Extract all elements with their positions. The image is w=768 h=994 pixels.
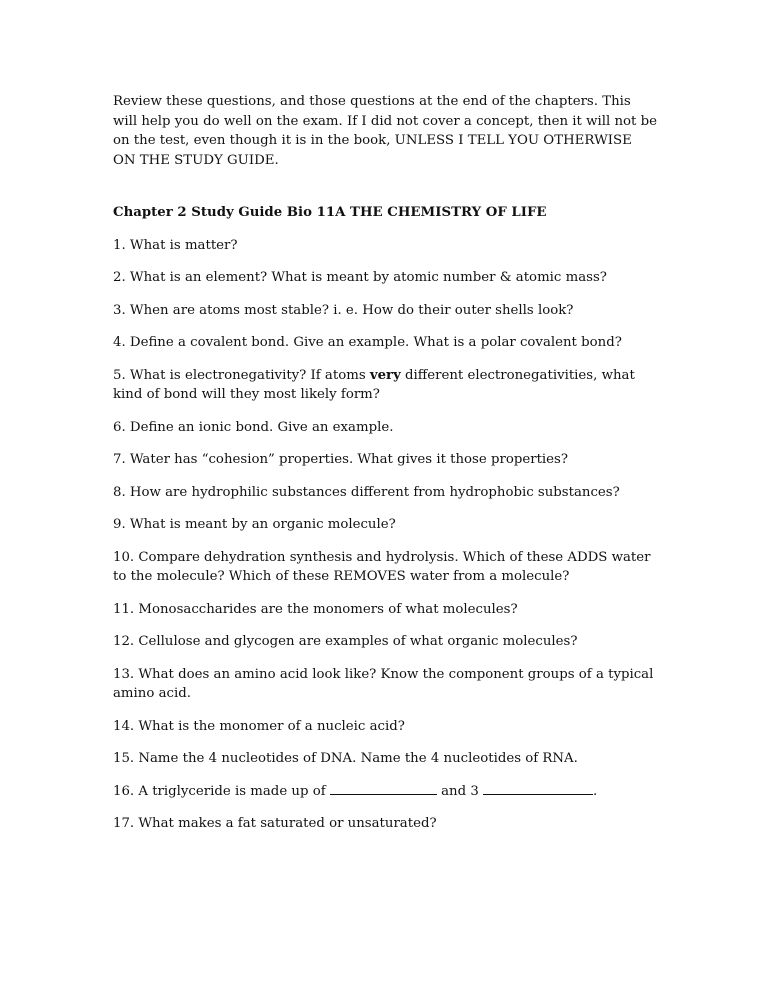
question-11: 11. Monosaccharides are the monomers of what molecules? — [113, 601, 518, 617]
study-guide-page — [113, 92, 658, 847]
question-1: 1. What is matter? — [113, 237, 238, 253]
question-16-text-end: . — [593, 783, 598, 799]
question-2: 2. What is an element? What is meant by atomic number & atomic mass? — [113, 270, 607, 285]
page-title: Chapter 2 Study Guide Bio 11A THE CHEMISTRY OF LIFE — [113, 205, 547, 220]
question-8: 8. How are hydrophilic substances different from hydrophobic substances? — [113, 484, 620, 500]
question-13: 13. What does an amino acid look like? Know the component groups of a typical amino acid. — [113, 666, 654, 701]
fill-in-blank-2 — [483, 782, 593, 795]
question-16-text-start: 16. A triglyceride is made up of — [113, 783, 330, 799]
question-5-emphasis: very — [369, 367, 401, 383]
question-16-text-middle: and 3 — [436, 783, 484, 799]
question-4: 4. Define a covalent bond. Give an example. What is a polar covalent bond? — [113, 335, 622, 350]
question-3: 3. When are atoms most stable? i. e. How do their outer shells look? — [113, 302, 574, 318]
question-14: 14. What is the monomer of a nucleic acid? — [113, 718, 405, 734]
question-5-text-end: different electronegativities, what kind of bond will they most likely form? — [113, 367, 635, 402]
question-17: 17. What makes a fat saturated or unsaturated? — [113, 816, 437, 831]
question-16 — [113, 782, 658, 802]
question-12: 12. Cellulose and glycogen are examples of what organic molecules? — [113, 634, 578, 649]
question-9: 9. What is meant by an organic molecule? — [113, 517, 396, 532]
question-15: 15. Name the 4 nucleotides of DNA. Name the 4 nucleotides of RNA. — [113, 751, 578, 766]
question-6: 6. Define an ionic bond. Give an example. — [113, 419, 394, 435]
intro-paragraph: Review these questions, and those questions at the end of the chapters. This will help you do well on the exam. If I did not cover a concept, then it will not be on the test, even though it is in the book, UNLESS I TELL YOU OTHERWISE ON THE STUDY GUIDE. — [113, 94, 657, 168]
question-5-text-start: 5. What is electronegativity? If atoms — [113, 367, 370, 383]
question-10: 10. Compare dehydration synthesis and hydrolysis. Which of these ADDS water to the molecule? Which of these REMOVES water from a molecule? — [113, 549, 651, 584]
question-5 — [113, 366, 658, 405]
fill-in-blank-1 — [330, 782, 437, 795]
question-7: 7. Water has “cohesion” properties. What gives it those properties? — [113, 452, 569, 467]
